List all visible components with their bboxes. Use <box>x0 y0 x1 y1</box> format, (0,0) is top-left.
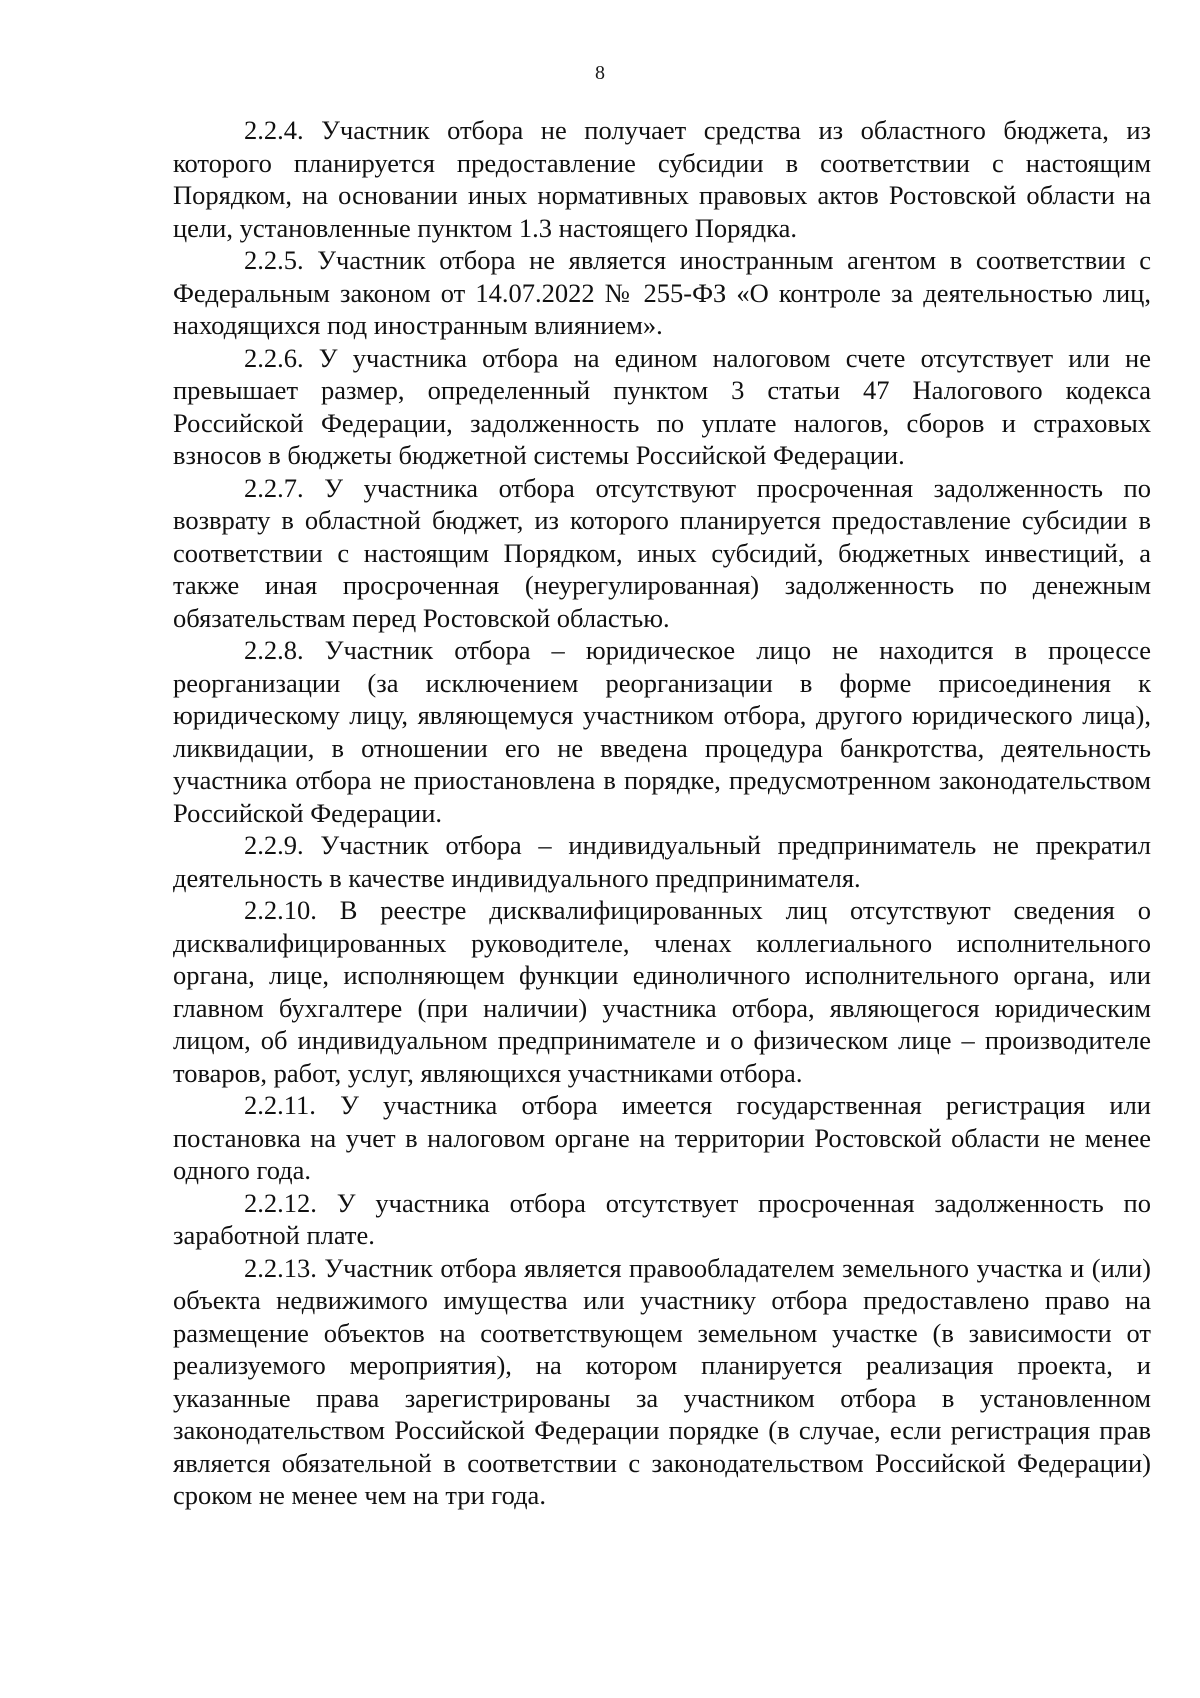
paragraph-2-2-7: 2.2.7. У участника отбора отсутствуют просроченная задолженность по возврату в областной бюджет, из которого планируется предоставление субсидии в соответствии с настоящим Порядком, иных субсидий, бюджетных инвестиций, а также иная просроченная (неурегулированная) задолженность по денежным обязательствам перед Ростовской областью. <box>173 472 1151 633</box>
paragraph-2-2-4: 2.2.4. Участник отбора не получает средства из областного бюджета, из которого планируется предоставление субсидии в соответствии с настоящим Порядком, на основании иных нормативных правовых актов Ростовской области на цели, установленные пунктом 1.3 настоящего Порядка. <box>173 115 1151 243</box>
paragraph-2-2-10: 2.2.10. В реестре дисквалифицированных лиц отсутствуют сведения о дисквалифицированных руководителе, членах коллегиального исполнительного органа, лице, исполняющем функции единоличного исполнительного органа, или главном бухгалтере (при наличии) участника отбора, являющегося юридическим лицом, об индивидуальном предпринимателе и о физическом лице – производителе товаров, работ, услуг, являющихся участниками отбора. <box>173 895 1151 1088</box>
document-body <box>173 114 1151 1512</box>
paragraph-2-2-6: 2.2.6. У участника отбора на едином налоговом счете отсутствует или не превышает размер, определенный пунктом 3 статьи 47 Налогового кодекса Российской Федерации, задолженность по уплате налогов, сборов и страховых взносов в бюджеты бюджетной системы Российской Федерации. <box>173 342 1151 470</box>
paragraph-2-2-12: 2.2.12. У участника отбора отсутствует просроченная задолженность по заработной плате. <box>173 1187 1151 1250</box>
page-number: 8 <box>595 62 605 84</box>
paragraph-2-2-5: 2.2.5. Участник отбора не является иностранным агентом в соответствии с Федеральным законом от 14.07.2022 № 255-ФЗ «О контроле за деятельностью лиц, находящихся под иностранным влиянием». <box>173 245 1151 340</box>
paragraph-2-2-9: 2.2.9. Участник отбора – индивидуальный предприниматель не прекратил деятельность в качестве индивидуального предпринимателя. <box>173 830 1151 893</box>
paragraph-2-2-8: 2.2.8. Участник отбора – юридическое лицо не находится в процессе реорганизации (за исключением реорганизации в форме присоединения к юридическому лицу, являющемуся участником отбора, другого юридического лица), ликвидации, в отношении его не введена процедура банкротства, деятельность участника отбора не приостановлена в порядке, предусмотренном законодательством Российской Федерации. <box>173 635 1151 828</box>
paragraph-2-2-13: 2.2.13. Участник отбора является правообладателем земельного участка и (или) объекта недвижимого имущества или участнику отбора предоставлено право на размещение объектов на соответствующем земельном участке (в зависимости от реализуемого мероприятия), на котором планируется реализация проекта, и указанные права зарегистрированы за участником отбора в установленном законодательством Российской Федерации порядке (в случае, если регистрация прав является обязательной в соответствии с законодательством Российской Федерации) сроком не менее чем на три года. <box>173 1252 1151 1510</box>
paragraph-2-2-11: 2.2.11. У участника отбора имеется государственная регистрация или постановка на учет в налоговом органе на территории Ростовской области не менее одного года. <box>173 1090 1151 1185</box>
